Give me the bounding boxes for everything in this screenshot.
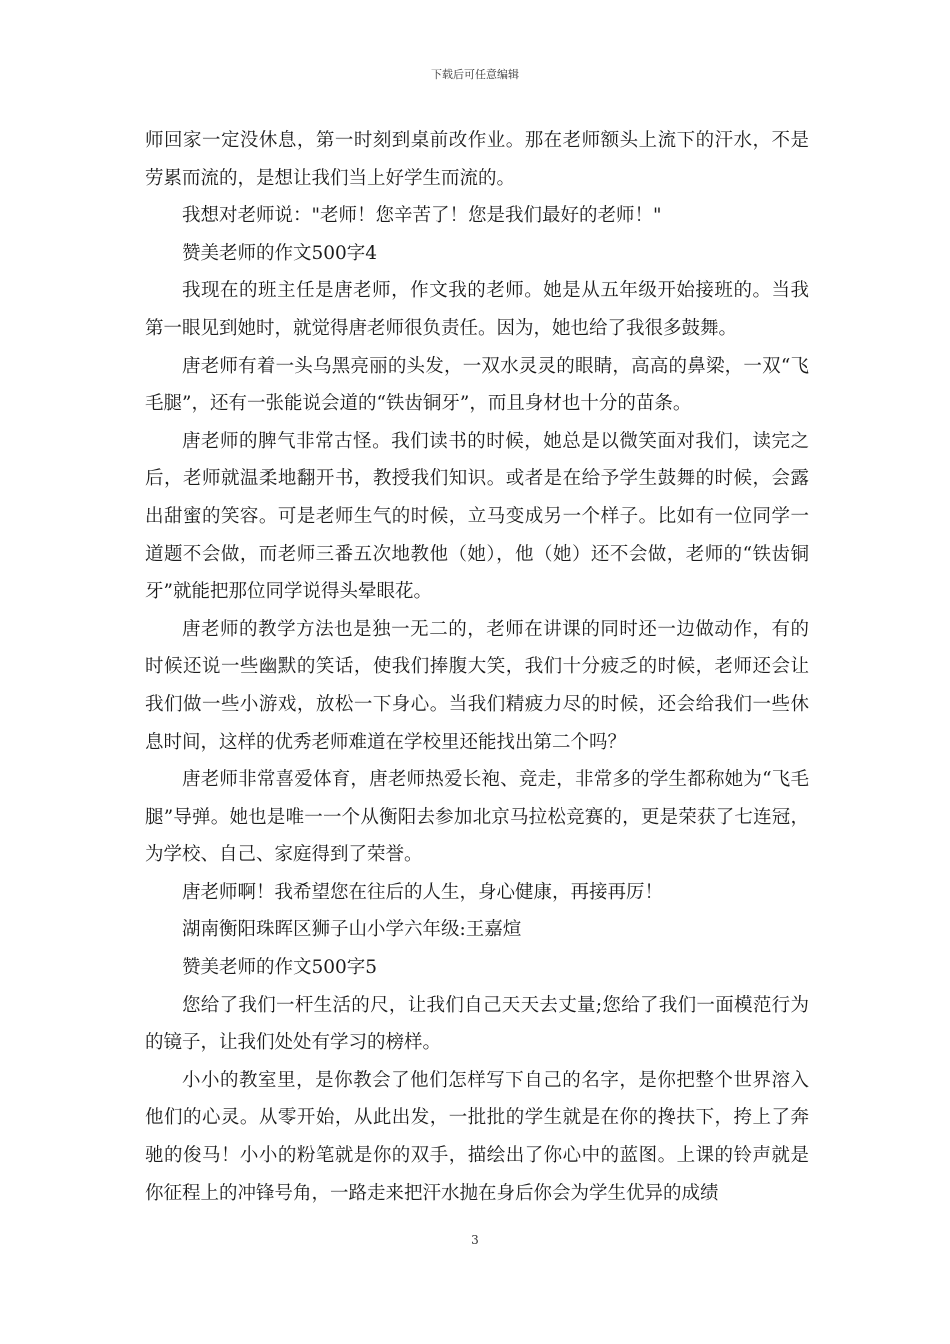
page-number: 3 [471, 1233, 479, 1247]
section-heading: 赞美老师的作文500字4 [182, 242, 378, 264]
paragraph: 唐老师非常喜爱体育，唐老师热爱长袍、竞走，非常多的学生都称她为“飞毛腿”导弹。她也是唯一一个从衡阳去参加北京马拉松竞赛的，更是荣获了七连冠，为学校、自己、家庭得到了荣誉。 [145, 769, 809, 866]
paragraph: 唐老师的教学方法也是独一无二的，老师在讲课的同时还一边做动作，有的时候还说一些幽默的笑话，使我们捧腹大笑，我们十分疲乏的时候，老师还会让我们做一些小游戏，放松一下身心。当我们精疲力尽的时候，还会给我们一些休息时间，这样的优秀老师难道在学校里还能找出第二个吗？ [145, 618, 809, 753]
document-body [145, 122, 809, 1212]
page-header-note: 下载后可任意编辑 [431, 68, 519, 81]
paragraph: 唐老师啊！我希望您在往后的人生，身心健康，再接再厉！ [182, 881, 664, 903]
paragraph: 您给了我们一杆生活的尺，让我们自己天天去丈量;您给了我们一面模范行为的镜子，让我们处处有学习的榜样。 [145, 994, 809, 1054]
paragraph: 师回家一定没休息，第一时刻到桌前改作业。那在老师额头上流下的汗水，不是劳累而流的，是想让我们当上好学生而流的。 [145, 130, 809, 189]
section-heading: 赞美老师的作文500字5 [182, 957, 378, 979]
paragraph: 小小的教室里，是你教会了他们怎样写下自己的名字，是你把整个世界溶入他们的心灵。从零开始，从此出发，一批批的学生就是在你的搀扶下，挎上了奔驰的俊马！小小的粉笔就是你的双手，描绘出了你心中的蓝图。上课的铃声就是你征程上的冲锋号角，一路走来把汗水抛在身后你会为学生优异的成绩 [145, 1069, 809, 1204]
paragraph: 我想对老师说："老师！您辛苦了！您是我们最好的老师！" [182, 205, 662, 227]
author-line: 湖南衡阳珠晖区狮子山小学六年级:王嘉煊 [182, 919, 522, 941]
paragraph: 我现在的班主任是唐老师，作文我的老师。她是从五年级开始接班的。当我第一眼见到她时，就觉得唐老师很负责任。因为，她也给了我很多鼓舞。 [145, 280, 809, 339]
paragraph: 唐老师的脾气非常古怪。我们读书的时候，她总是以微笑面对我们，读完之后，老师就温柔地翻开书，教授我们知识。或者是在给予学生鼓舞的时候，会露出甜蜜的笑容。可是老师生气的时候，立马变成另一个样子。比如有一位同学一道题不会做，而老师三番五次地教他（她），他（她）还不会做，老师的“铁齿铜牙”就能把那位同学说得头晕眼花。 [145, 430, 809, 603]
paragraph: 唐老师有着一头乌黑亮丽的头发，一双水灵灵的眼睛，高高的鼻梁，一双“飞毛腿”，还有一张能说会道的“铁齿铜牙”，而且身材也十分的苗条。 [145, 355, 809, 415]
